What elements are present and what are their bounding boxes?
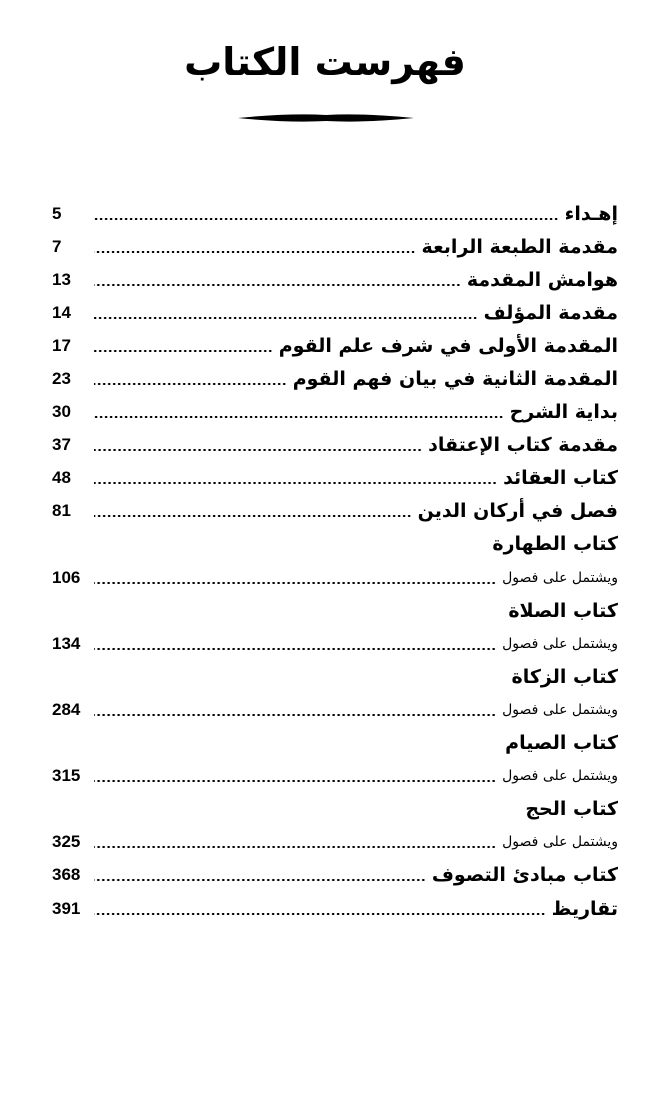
toc-entry	[52, 362, 618, 395]
toc-entry	[52, 693, 618, 726]
dot-leader	[94, 251, 416, 253]
toc-entry-title: المقدمة الثانية في بيان فهم القوم	[292, 368, 618, 391]
toc-entry	[52, 263, 618, 296]
toc-page-number: 81	[52, 501, 71, 521]
toc-entry-title: كتاب الزكاة	[511, 665, 618, 688]
toc-entry	[52, 197, 618, 230]
toc-page-number: 5	[52, 203, 62, 223]
dot-leader	[94, 582, 496, 584]
page-title: فهرست الكتاب	[184, 40, 466, 84]
toc-entry	[52, 627, 618, 660]
toc-entry-subtitle: ويشتمل على فصول	[502, 569, 618, 586]
toc-page-number: 7	[52, 236, 62, 256]
toc-entry	[52, 429, 618, 462]
toc-entry	[52, 396, 618, 429]
toc-entry-title: المقدمة الأولى في شرف علم القوم	[278, 334, 618, 357]
toc-entry-title: إهـداء	[564, 202, 618, 225]
toc-page-number: 368	[52, 865, 81, 885]
toc-page-number: 391	[52, 898, 81, 918]
title-ornament-divider	[238, 108, 414, 128]
toc-entry-title: بداية الشرح	[509, 401, 618, 424]
toc-entry-subtitle: ويشتمل على فصول	[502, 635, 618, 652]
toc-entry-title: مقدمة المؤلف	[483, 301, 618, 324]
toc-entry-title: كتاب الحج	[525, 798, 618, 821]
dot-leader	[94, 913, 546, 915]
toc-page-number: 134	[52, 633, 81, 653]
toc-page-number: 106	[52, 567, 81, 587]
toc-page-number: 48	[52, 468, 71, 488]
toc-page-number: 325	[52, 832, 81, 852]
toc-entry	[52, 561, 618, 594]
dot-leader	[94, 416, 504, 418]
dot-leader	[94, 846, 496, 848]
toc-entry-title: هوامش المقدمة	[466, 268, 618, 291]
toc-page-number: 14	[52, 302, 71, 322]
toc-entry-subtitle: ويشتمل على فصول	[502, 768, 618, 785]
toc-entry-title: تقاريظ	[551, 897, 618, 920]
dot-leader	[94, 879, 426, 881]
toc-entry-title: كتاب الصلاة	[508, 599, 618, 622]
toc-page-number: 23	[52, 369, 71, 389]
dot-leader	[94, 383, 287, 385]
toc-page-number: 37	[52, 435, 71, 455]
toc-entry	[52, 495, 618, 528]
toc-entry	[52, 230, 618, 263]
dot-leader	[94, 714, 496, 716]
dot-leader	[94, 317, 478, 319]
toc-section-heading	[52, 727, 618, 760]
toc-section-heading	[52, 594, 618, 627]
toc-entry-title: مقدمة كتاب الإعتقاد	[428, 434, 618, 457]
toc-entry	[52, 296, 618, 329]
dot-leader	[94, 780, 496, 782]
toc-entry-subtitle: ويشتمل على فصول	[502, 701, 618, 718]
toc-page-number: 13	[52, 269, 71, 289]
toc-entry-title: كتاب مبادئ التصوف	[431, 864, 618, 887]
table-of-contents	[52, 197, 618, 925]
toc-entry-title: كتاب العقائد	[503, 467, 618, 490]
toc-entry	[52, 760, 618, 793]
toc-entry	[52, 462, 618, 495]
dot-leader	[94, 350, 273, 352]
toc-entry-title: كتاب الطهارة	[492, 533, 618, 556]
dot-leader	[94, 449, 422, 451]
toc-entry	[52, 329, 618, 362]
toc-entry-title: مقدمة الطبعة الرابعة	[421, 235, 618, 258]
dot-leader	[94, 284, 461, 286]
dot-leader	[94, 218, 559, 220]
dot-leader	[94, 648, 496, 650]
toc-page-number: 315	[52, 766, 81, 786]
toc-entry	[52, 892, 618, 925]
toc-entry-title: فصل في أركان الدين	[417, 500, 618, 523]
toc-page-number: 284	[52, 699, 81, 719]
dot-leader	[94, 482, 497, 484]
toc-section-heading	[52, 793, 618, 826]
toc-entry	[52, 826, 618, 859]
toc-entry-title: كتاب الصيام	[505, 732, 618, 755]
dot-leader	[94, 515, 412, 517]
toc-page-number: 30	[52, 402, 71, 422]
toc-page-number: 17	[52, 335, 71, 355]
toc-section-heading	[52, 660, 618, 693]
toc-entry	[52, 859, 618, 892]
toc-section-heading	[52, 528, 618, 561]
toc-entry-subtitle: ويشتمل على فصول	[502, 834, 618, 851]
